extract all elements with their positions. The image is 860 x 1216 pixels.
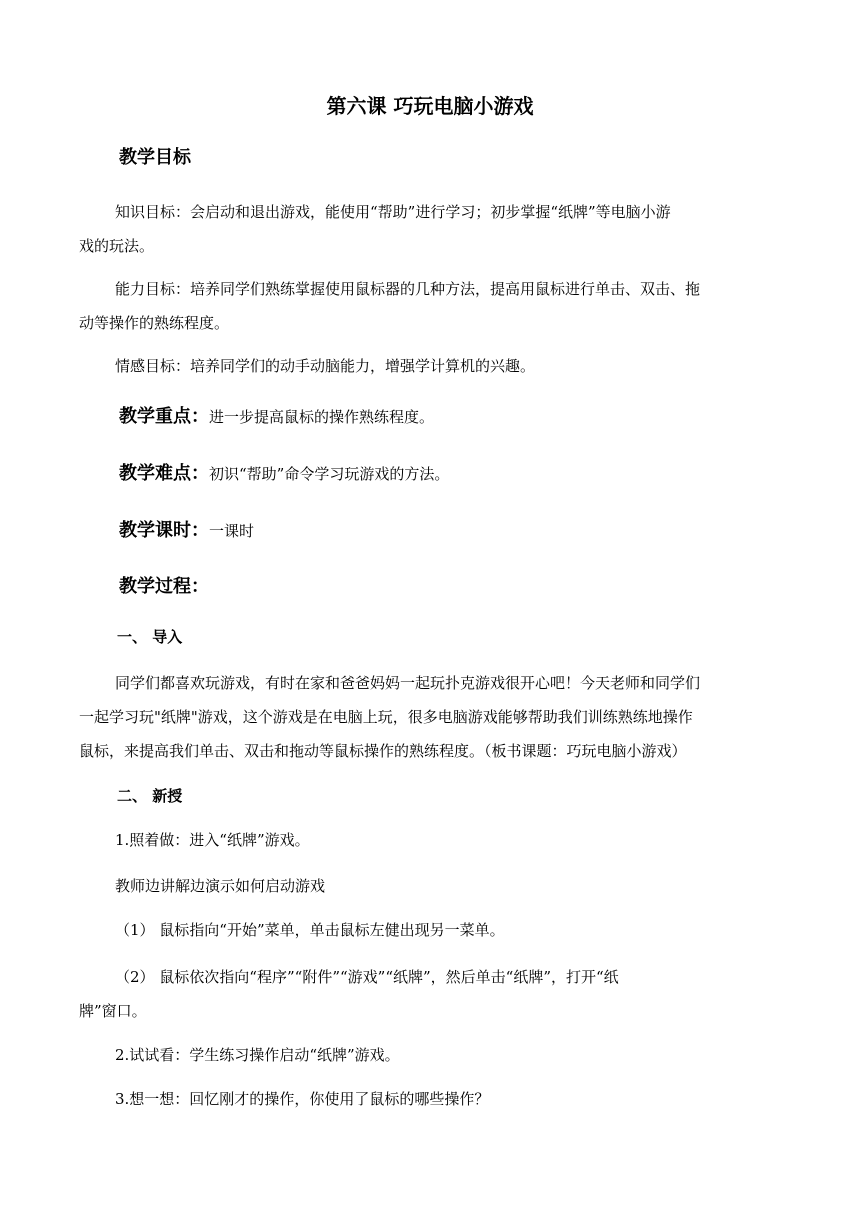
- substep-2-line-1: （2） 鼠标依次指向“程序”“附件”“游戏”“纸牌”，然后单击“纸牌”，打开“纸: [115, 968, 619, 986]
- emotion-objective: 情感目标：培养同学们的动手动脑能力，增强学计算机的兴趣。: [115, 357, 536, 375]
- section-intro-heading: 一、 导入: [117, 628, 183, 646]
- step-1: 1.照着做：进入“纸牌”游戏。: [115, 831, 310, 849]
- intro-line-3: 鼠标，来提高我们单击、双击和拖动等鼠标操作的熟练程度。（板书课题：巧玩电脑小游戏）: [79, 742, 687, 760]
- step-3: 3.想一想：回忆刚才的操作，你使用了鼠标的哪些操作？: [115, 1090, 490, 1108]
- key-point-label: 教学重点：: [119, 406, 209, 427]
- step-2: 2.试试看：学生练习操作启动“纸牌”游戏。: [115, 1046, 400, 1064]
- teaching-key-point: [119, 407, 434, 427]
- difficulty-text: 初识“帮助”命令学习玩游戏的方法。: [209, 465, 450, 483]
- section-new-lesson-heading: 二、 新授: [117, 787, 183, 805]
- hours-label: 教学课时：: [119, 520, 209, 541]
- teaching-hours: [119, 521, 254, 541]
- ability-objective-line-1: 能力目标：培养同学们熟练掌握使用鼠标器的几种方法，提高用鼠标进行单击、双击、拖: [115, 280, 701, 298]
- difficulty-label: 教学难点：: [119, 463, 209, 484]
- teaching-difficulty: [119, 464, 449, 484]
- page-title: 第六课 巧玩电脑小游戏: [326, 94, 534, 118]
- substep-1: （1） 鼠标指向“开始”菜单，单击鼠标左健出现另一菜单。: [115, 921, 505, 939]
- teacher-demo: 教师边讲解边演示如何启动游戏: [115, 877, 326, 895]
- objectives-heading: 教学目标: [119, 147, 191, 168]
- hours-text: 一课时: [209, 522, 255, 540]
- substep-2-line-2: 牌”窗口。: [79, 1002, 147, 1020]
- key-point-text: 进一步提高鼠标的操作熟练程度。: [209, 408, 435, 426]
- knowledge-objective-line-1: 知识目标：会启动和退出游戏，能使用“帮助”进行学习；初步掌握“纸牌”等电脑小游: [115, 203, 671, 221]
- intro-line-1: 同学们都喜欢玩游戏，有时在家和爸爸妈妈一起玩扑克游戏很开心吧！今天老师和同学们: [115, 674, 701, 692]
- process-heading: 教学过程：: [119, 576, 209, 597]
- knowledge-objective-line-2: 戏的玩法。: [79, 237, 155, 255]
- intro-line-2: 一起学习玩"纸牌"游戏，这个游戏是在电脑上玩，很多电脑游戏能够帮助我们训练熟练地操作: [79, 708, 693, 726]
- ability-objective-line-2: 动等操作的熟练程度。: [79, 314, 230, 332]
